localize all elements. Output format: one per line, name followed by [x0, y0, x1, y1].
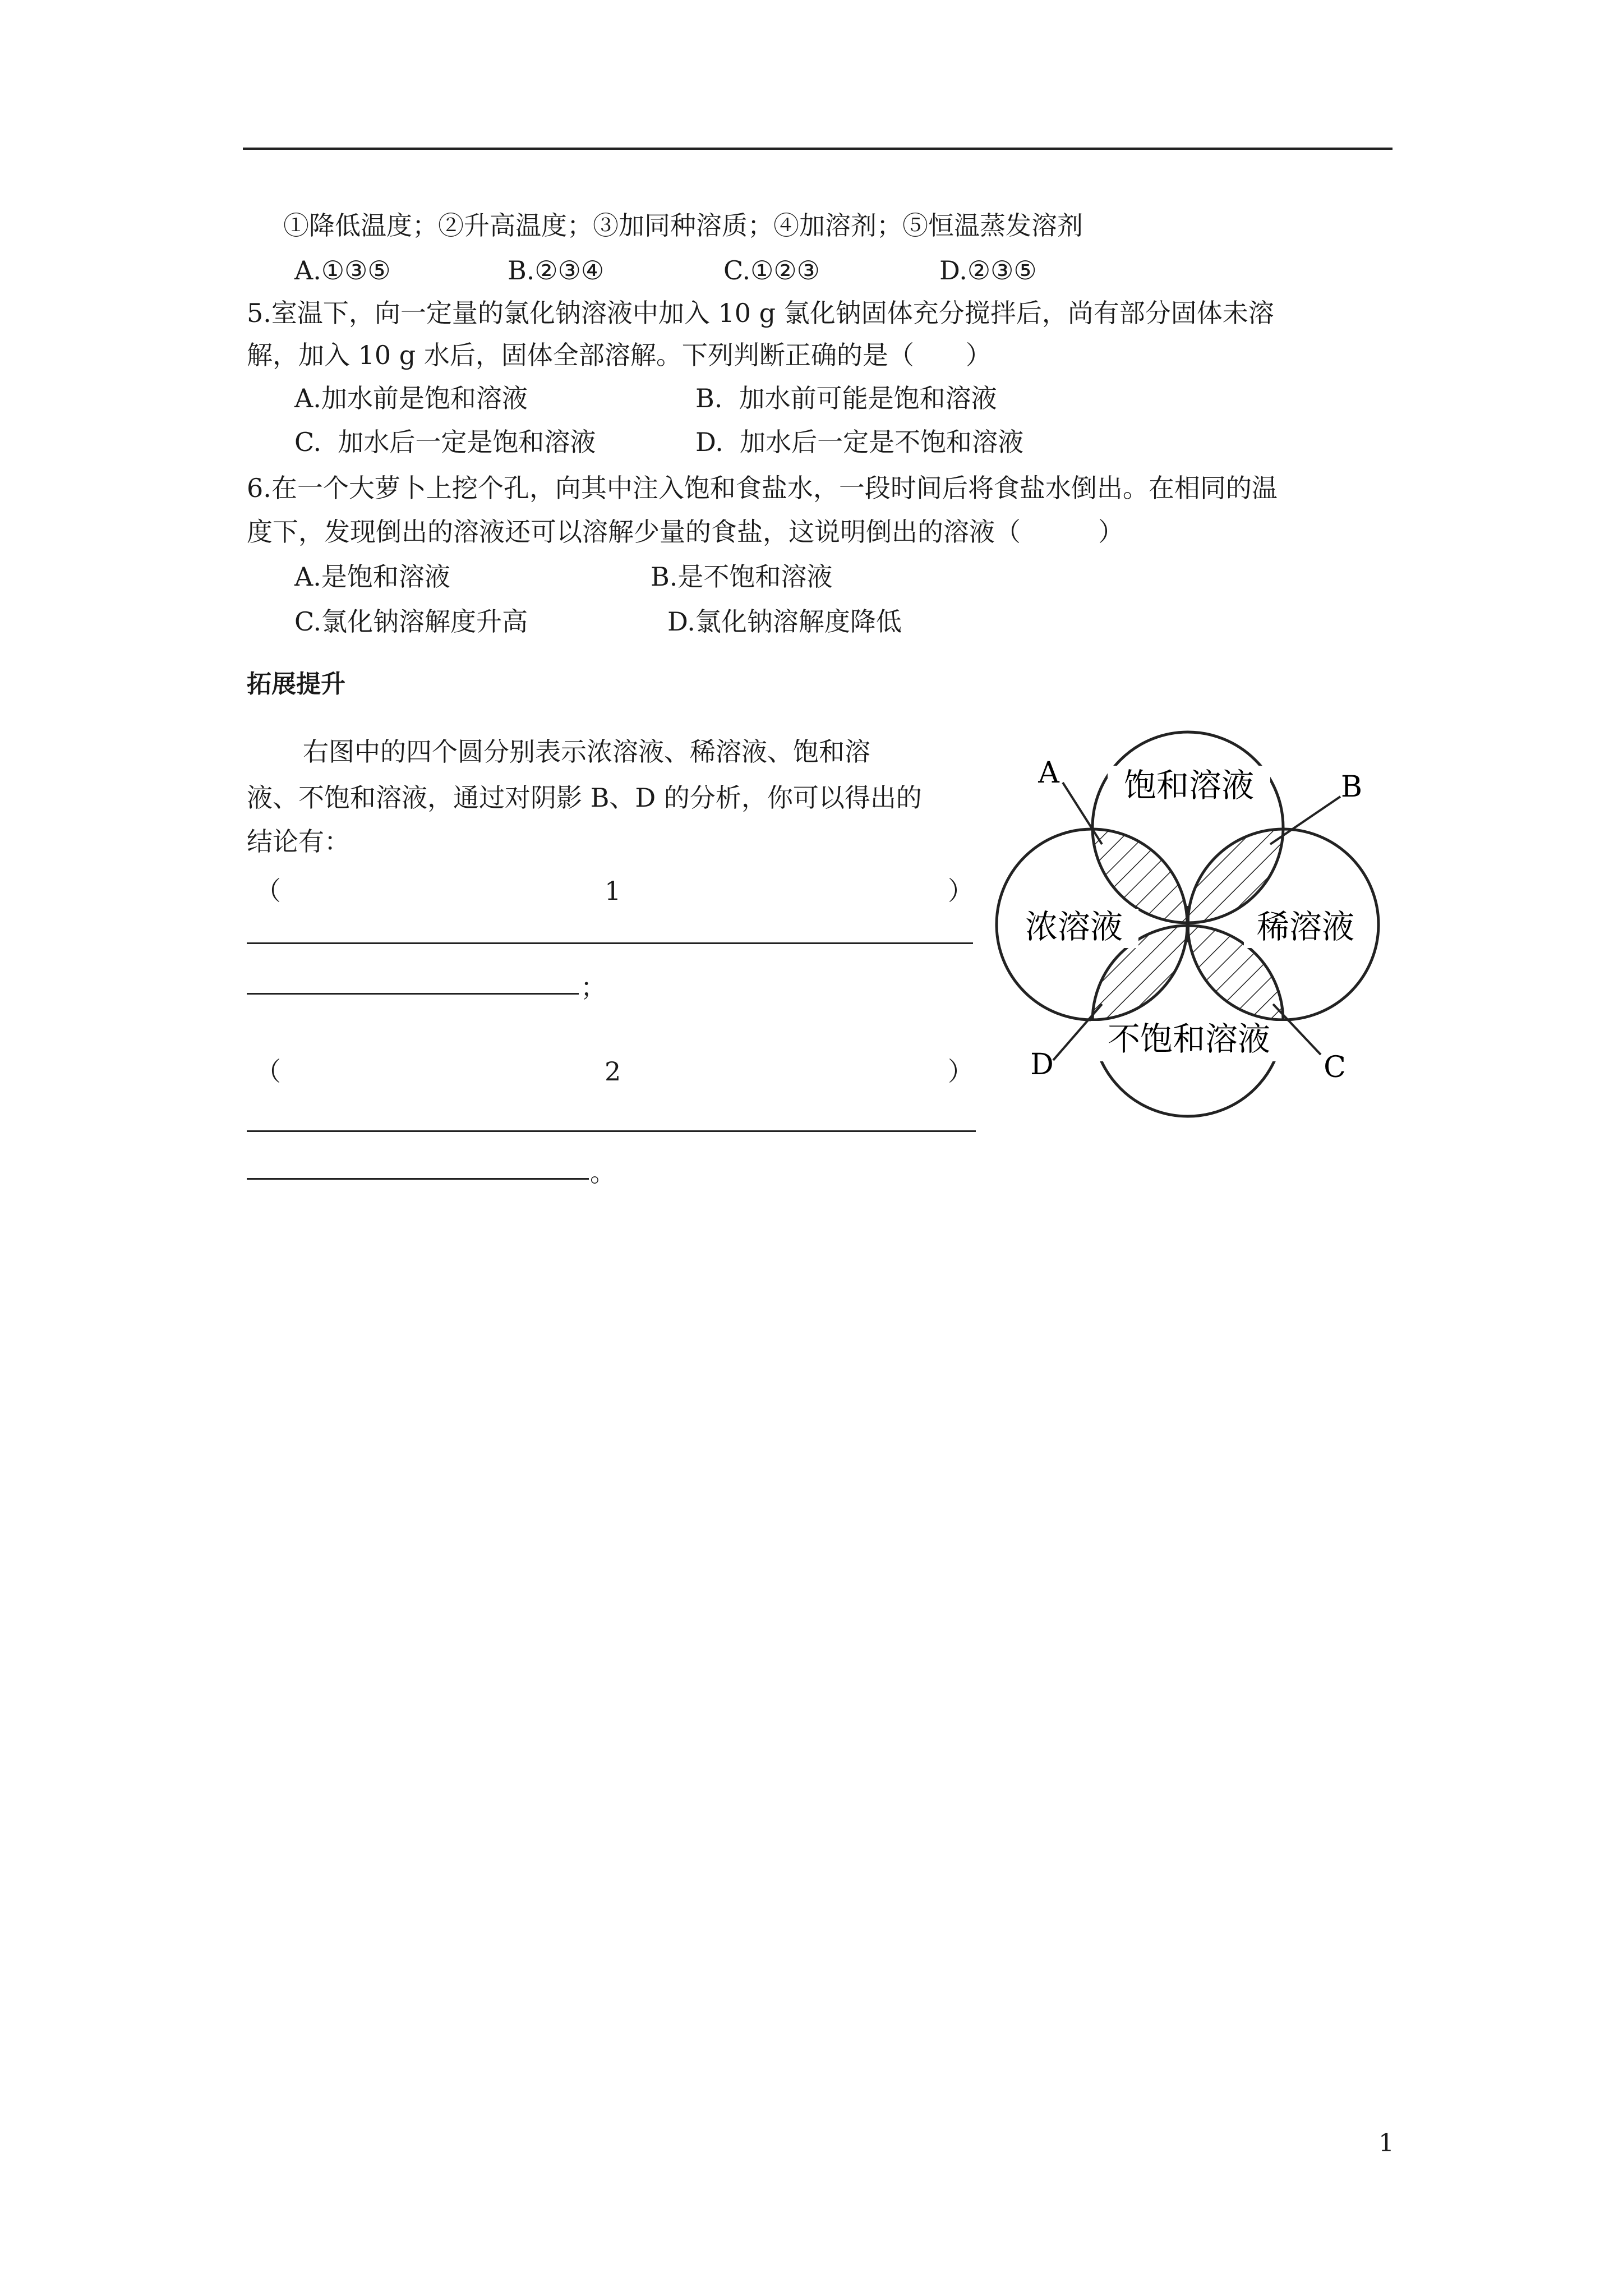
page-number: 1 — [1378, 2129, 1394, 2157]
q6-option-c: C.氯化钠溶解度升高 — [294, 606, 528, 637]
q5-option-a: A.加水前是饱和溶液 — [294, 383, 528, 413]
answer-line-2b[interactable] — [247, 1178, 589, 1180]
q5-stem-line1: 5.室温下，向一定量的氯化钠溶液中加入 10 g 氯化钠固体充分搅拌后，尚有部分固体未溶 — [247, 298, 1274, 328]
label-unsaturated: 不饱和溶液 — [1107, 1020, 1271, 1058]
section-para-line3: 结论有： — [247, 826, 350, 857]
label-saturated: 饱和溶液 — [1123, 766, 1255, 804]
region-label-b: B — [1340, 770, 1363, 804]
section-para-line1: 右图中的四个圆分别表示浓溶液、稀溶液、饱和溶 — [303, 737, 870, 767]
q5-option-d: D. 加水后一定是不饱和溶液 — [695, 427, 1024, 457]
answer-line-1b[interactable] — [247, 993, 579, 995]
blank2-number: 2 — [605, 1056, 621, 1087]
q6-option-a: A.是饱和溶液 — [294, 562, 450, 592]
q6-stem-line1: 6.在一个大萝卜上挖个孔，向其中注入饱和食盐水，一段时间后将食盐水倒出。在相同的温 — [247, 473, 1278, 503]
blank1-close-paren: ） — [948, 876, 974, 906]
blank1-end: ； — [580, 972, 606, 1002]
header-rule — [243, 148, 1393, 150]
blank2-close-paren: ） — [948, 1056, 974, 1087]
blank2-end: 。 — [590, 1157, 616, 1188]
region-label-d: D — [1030, 1048, 1054, 1082]
q4-option-a: A.①③⑤ — [294, 255, 391, 286]
label-concentrated: 浓溶液 — [1025, 908, 1123, 946]
circle-saturated — [1092, 732, 1283, 923]
section-title: 拓展提升 — [247, 670, 345, 698]
label-dilute: 稀溶液 — [1256, 908, 1355, 946]
section-para-line2: 液、不饱和溶液，通过对阴影 B、D 的分析，你可以得出的 — [247, 783, 922, 813]
answer-line-1a[interactable] — [247, 942, 973, 944]
q6-option-d: D.氯化钠溶解度降低 — [667, 606, 902, 637]
q4-option-b: B.②③④ — [508, 255, 605, 286]
blank1-open-paren: （ — [255, 876, 281, 906]
blank1-number: 1 — [605, 876, 621, 906]
q5-stem-line2: 解，加入 10 g 水后，固体全部溶解。下列判断正确的是（ ） — [247, 340, 992, 370]
q6-option-b: B.是不饱和溶液 — [651, 562, 833, 592]
blank2-open-paren: （ — [255, 1056, 281, 1087]
solution-venn-diagram — [981, 707, 1408, 1144]
q4-option-d: D.②③⑤ — [939, 255, 1037, 286]
answer-line-2a[interactable] — [247, 1130, 976, 1132]
region-label-c: C — [1324, 1051, 1346, 1084]
region-label-a: A — [1038, 756, 1059, 790]
q6-stem-line2: 度下，发现倒出的溶液还可以溶解少量的食盐，这说明倒出的溶液（ ） — [247, 517, 1124, 547]
q5-option-c: C. 加水后一定是饱和溶液 — [294, 427, 596, 457]
q5-option-b: B. 加水前可能是饱和溶液 — [695, 383, 997, 413]
q4-option-c: C.①②③ — [723, 255, 820, 286]
q4-conditions: ①降低温度；②升高温度；③加同种溶质；④加溶剂；⑤恒温蒸发溶剂 — [283, 210, 1083, 241]
